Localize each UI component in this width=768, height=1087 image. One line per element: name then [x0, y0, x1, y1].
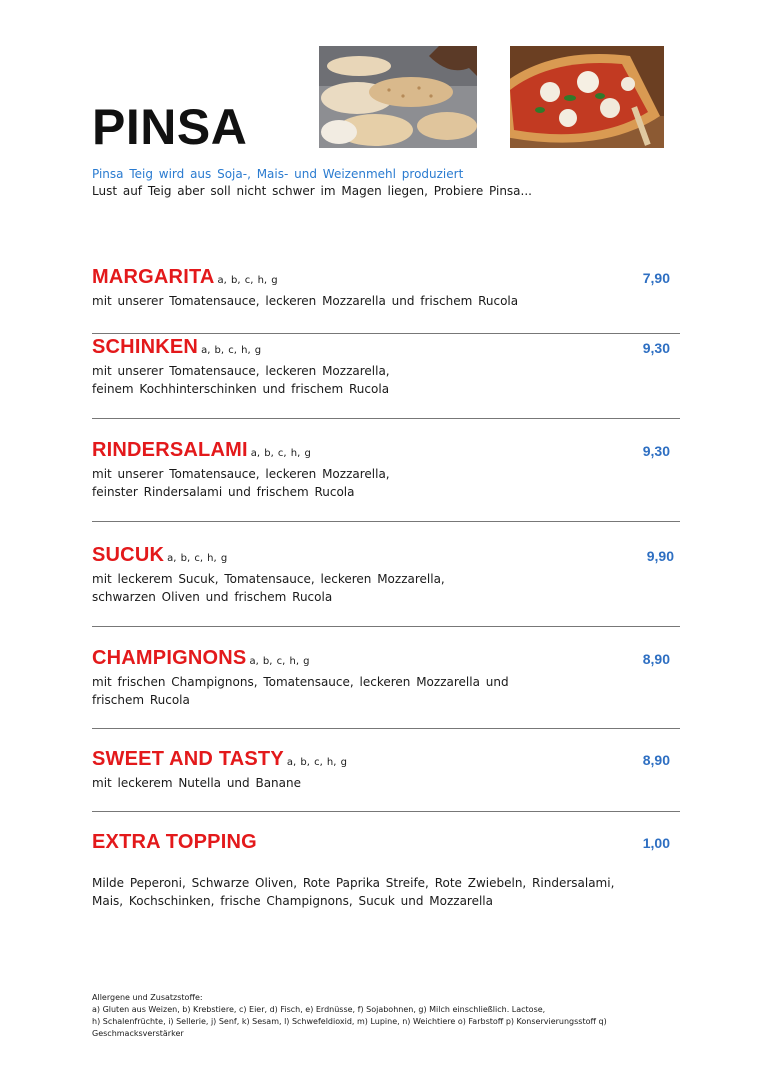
item-price: 7,90 [642, 270, 670, 286]
dough-image [319, 46, 477, 148]
footnote-heading: Allergene und Zusatzstoffe: [92, 993, 203, 1002]
item-description-line-2: frischem Rucola [92, 693, 190, 707]
item-price: 9,30 [642, 443, 670, 459]
item-price: 9,90 [646, 548, 674, 564]
divider [92, 333, 680, 334]
footnote-line: a) Gluten aus Weizen, b) Krebstiere, c) Eier, d) Fisch, e) Erdnüsse, f) Sojabohnen, g) Milch einschließlich. Lactose, [92, 1005, 546, 1014]
dough-info-text: Pinsa Teig wird aus Soja-, Mais- und Weizenmehl produziert [92, 167, 464, 181]
item-name: SWEET AND TASTY [92, 748, 284, 770]
menu-item-sucuk [92, 544, 682, 606]
divider [92, 811, 680, 812]
item-allergens: a, b, c, h, g [286, 757, 347, 768]
menu-item-champignons [92, 647, 682, 709]
pizza-image [510, 46, 664, 148]
item-price: 9,30 [642, 340, 670, 356]
divider [92, 418, 680, 419]
item-description-line-2: feinster Rindersalami und frischem Rucola [92, 485, 355, 499]
item-description-line-1: mit unserer Tomatensauce, leckeren Mozzarella, [92, 364, 390, 378]
divider [92, 728, 680, 729]
item-description [92, 874, 682, 910]
item-description-line-1: mit frischen Champignons, Tomatensauce, leckeren Mozzarella und [92, 675, 509, 689]
dough-photo [319, 46, 477, 148]
menu-item-margarita [92, 266, 682, 310]
divider [92, 626, 680, 627]
item-description-line-1: mit leckerem Nutella und Banane [92, 776, 301, 790]
item-name: RINDERSALAMI [92, 439, 248, 461]
item-description [92, 570, 682, 606]
item-description-line-1: mit unserer Tomatensauce, leckeren Mozzarella und frischem Rucola [92, 294, 519, 308]
allergen-footnote [92, 992, 652, 1040]
page-title: PINSA [92, 99, 248, 155]
pizza-photo [510, 46, 664, 148]
divider [92, 521, 680, 522]
item-allergens: a, b, c, h, g [250, 448, 311, 459]
item-description-line-1: mit leckerem Sucuk, Tomatensauce, leckeren Mozzarella, [92, 572, 445, 586]
item-name: EXTRA TOPPING [92, 831, 257, 853]
item-description [92, 465, 682, 501]
item-name: CHAMPIGNONS [92, 647, 247, 669]
menu-item-sweet-and-tasty [92, 748, 682, 792]
item-price: 1,00 [642, 835, 670, 851]
item-price: 8,90 [642, 651, 670, 667]
item-description-line-1: Milde Peperoni, Schwarze Oliven, Rote Paprika Streife, Rote Zwiebeln, Rindersalami, [92, 876, 615, 890]
item-description-line-2: feinem Kochhinterschinken und frischem Rucola [92, 382, 390, 396]
footnote-line: h) Schalenfrüchte, i) Sellerie, j) Senf, k) Sesam, l) Schwefeldioxid, m) Lupine, n) Weichtiere o) Farbstoff p) Konservierungsstoff q) [92, 1017, 607, 1026]
menu-item-rindersalami [92, 439, 682, 501]
item-description-line-1: mit unserer Tomatensauce, leckeren Mozzarella, [92, 467, 390, 481]
item-description-line-2: schwarzen Oliven und frischem Rucola [92, 590, 333, 604]
menu-item-extra-topping [92, 831, 682, 910]
item-price: 8,90 [642, 752, 670, 768]
item-allergens: a, b, c, h, g [249, 656, 310, 667]
tagline-text: Lust auf Teig aber soll nicht schwer im Magen liegen, Probiere Pinsa... [92, 184, 532, 198]
item-name: SCHINKEN [92, 336, 199, 358]
item-description-line-2: Mais, Kochschinken, frische Champignons, Sucuk und Mozzarella [92, 894, 493, 908]
footnote-line: Geschmacksverstärker [92, 1029, 184, 1038]
item-name: MARGARITA [92, 266, 215, 288]
item-name: SUCUK [92, 544, 165, 566]
item-description [92, 362, 682, 398]
item-allergens: a, b, c, h, g [217, 275, 278, 286]
menu-item-schinken [92, 336, 682, 398]
item-allergens: a, b, c, h, g [201, 345, 262, 356]
item-description [92, 673, 682, 709]
item-allergens: a, b, c, h, g [167, 553, 228, 564]
